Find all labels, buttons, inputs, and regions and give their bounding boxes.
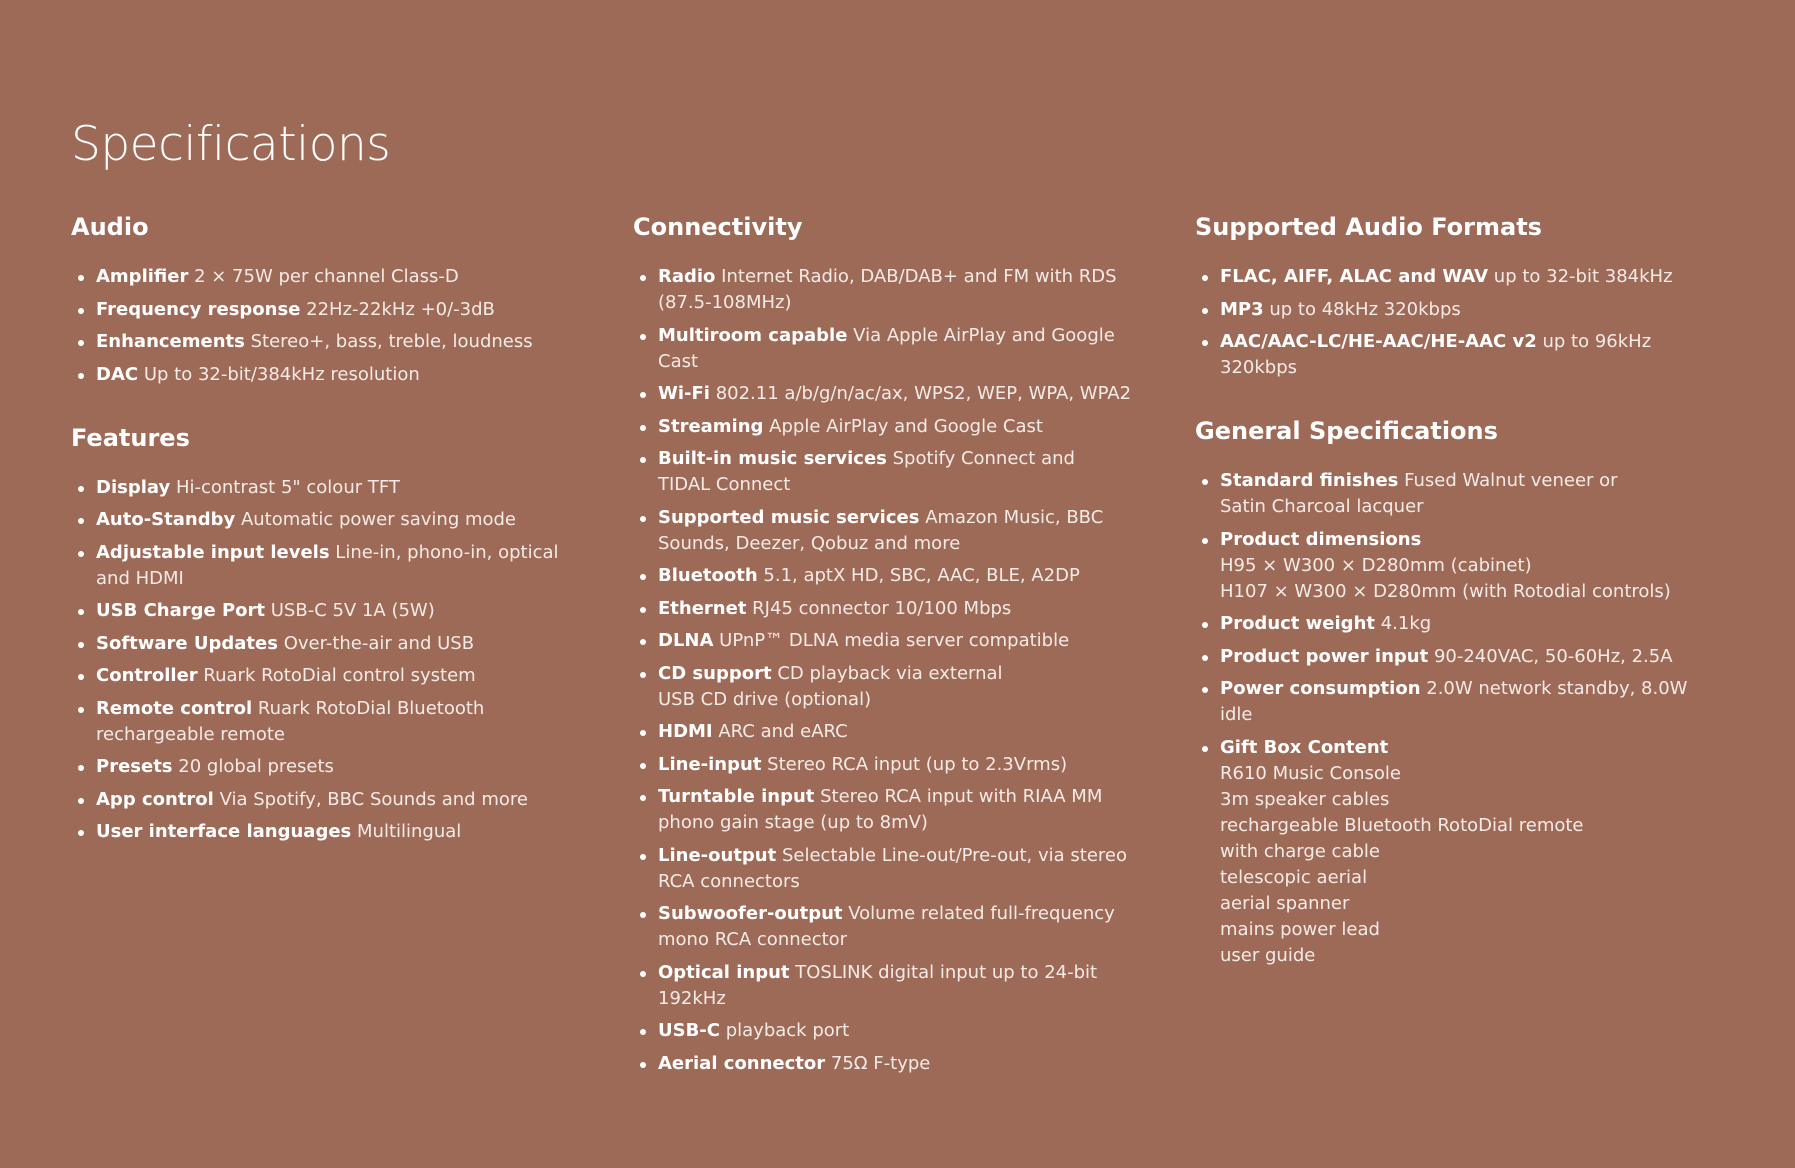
spec-value: Stereo RCA input (up to 2.3Vrms) xyxy=(767,753,1068,775)
spec-label: Amplifier xyxy=(96,266,189,287)
section-title: Supported Audio Formats xyxy=(1195,213,1542,241)
spec-section-supported-audio-formats xyxy=(1195,211,1755,381)
section-title: Connectivity xyxy=(633,213,803,241)
spec-value: Automatic power saving mode xyxy=(240,509,517,530)
spec-value: H95 × W300 × D280mm (cabinet) H107 × W300 × D280mm (with Rotodial controls) xyxy=(1220,554,1671,602)
spec-column-3 xyxy=(1195,211,1755,1083)
spec-item-dac xyxy=(71,362,591,388)
spec-label: Presets xyxy=(96,756,173,777)
spec-value: Apple AirPlay and Google Cast xyxy=(769,415,1043,437)
spec-item-usb-c xyxy=(633,1018,1153,1044)
spec-label: AAC/AAC-LC/HE-AAC/HE-AAC v2 xyxy=(1220,331,1537,352)
spec-value: USB-C 5V 1A (5W) xyxy=(270,600,435,621)
spec-item-controller xyxy=(71,663,591,689)
spec-label: Radio xyxy=(658,266,716,287)
spec-item-user-interface-languages xyxy=(71,819,591,845)
spec-label: Bluetooth xyxy=(658,565,758,586)
spec-section-audio xyxy=(71,211,633,388)
spec-item-aerial-connector xyxy=(633,1051,1153,1077)
spec-item-aac-aac-lc-he-aac-he-aac-v2 xyxy=(1195,329,1715,381)
spec-item-wi-fi xyxy=(633,381,1153,407)
spec-label: Subwoofer-output xyxy=(658,903,843,924)
spec-item-radio xyxy=(633,264,1153,316)
spec-list xyxy=(71,264,633,388)
spec-columns xyxy=(71,211,1751,1083)
spec-value: Multilingual xyxy=(357,821,462,842)
spec-value: 22Hz-22kHz +0/-3dB xyxy=(306,298,495,320)
spec-label: Display xyxy=(96,476,171,498)
spec-label: Optical input xyxy=(658,961,790,983)
spec-label: DAC xyxy=(96,363,139,385)
spec-item-usb-charge-port xyxy=(71,598,591,624)
spec-value: 5.1, aptX HD, SBC, AAC, BLE, A2DP xyxy=(763,565,1080,586)
spec-value: up to 96kHz 320kbps xyxy=(1220,331,1652,378)
spec-label: CD support xyxy=(658,662,772,684)
spec-label: Enhancements xyxy=(96,331,245,352)
page-title: Specifications xyxy=(71,117,391,172)
spec-value: playback port xyxy=(725,1020,850,1041)
spec-item-hdmi xyxy=(633,719,1153,745)
spec-item-gift-box-content xyxy=(1195,735,1715,969)
spec-label: USB Charge Port xyxy=(96,600,266,621)
spec-item-bluetooth xyxy=(633,563,1153,589)
spec-item-line-output xyxy=(633,843,1153,895)
spec-label: Auto-Standby xyxy=(96,509,236,530)
spec-label: FLAC, AIFF, ALAC and WAV xyxy=(1220,266,1489,287)
spec-value: ARC and eARC xyxy=(718,721,848,742)
spec-label: USB-C xyxy=(658,1020,720,1041)
spec-label: HDMI xyxy=(658,721,713,742)
spec-item-adjustable-input-levels xyxy=(71,540,591,592)
spec-value: Ruark RotoDial Bluetooth rechargeable remote xyxy=(96,697,485,745)
spec-item-power-consumption xyxy=(1195,676,1715,728)
spec-item-multiroom-capable xyxy=(633,323,1153,375)
spec-list xyxy=(1195,264,1755,381)
spec-item-product-power-input xyxy=(1195,644,1715,670)
spec-item-standard-finishes xyxy=(1195,468,1715,520)
spec-value: 2.0W network standby, 8.0W idle xyxy=(1220,678,1688,725)
spec-item-enhancements xyxy=(71,329,591,355)
spec-label: Line-output xyxy=(658,844,777,866)
spec-label: Remote control xyxy=(96,697,253,719)
section-title: Audio xyxy=(71,213,149,241)
specifications-page xyxy=(71,112,1751,1083)
spec-value: Amazon Music, BBC Sounds, Deezer, Qobuz and more xyxy=(658,506,1104,554)
spec-label: Standard finishes xyxy=(1220,470,1399,491)
spec-column-1 xyxy=(71,211,633,1083)
spec-item-mp3 xyxy=(1195,297,1715,323)
spec-list xyxy=(633,264,1195,1077)
spec-label: Controller xyxy=(96,665,198,686)
spec-label: Adjustable input levels xyxy=(96,541,330,563)
spec-item-auto-standby xyxy=(71,507,591,533)
spec-value: 75Ω F-type xyxy=(830,1052,931,1074)
spec-item-built-in-music-services xyxy=(633,446,1153,498)
spec-item-display xyxy=(71,475,591,501)
spec-value: Via Spotify, BBC Sounds and more xyxy=(219,788,528,810)
spec-value: Internet Radio, DAB/DAB+ and FM with RDS (87.5-108MHz) xyxy=(658,266,1117,313)
spec-item-line-input xyxy=(633,752,1153,778)
spec-value: Line-in, phono-in, optical and HDMI xyxy=(96,541,559,589)
spec-item-product-dimensions xyxy=(1195,527,1715,605)
spec-item-turntable-input xyxy=(633,784,1153,836)
spec-list xyxy=(1195,468,1755,969)
spec-value: Fused Walnut veneer or Satin Charcoal lacquer xyxy=(1220,470,1618,517)
spec-value: up to 32-bit 384kHz xyxy=(1493,266,1673,287)
spec-value: Hi-contrast 5" colour TFT xyxy=(175,476,400,498)
spec-value: RJ45 connector 10/100 Mbps xyxy=(752,597,1012,619)
spec-value: 802.11 a/b/g/n/ac/ax, WPS2, WEP, WPA, WPA2 xyxy=(715,383,1132,404)
spec-label: User interface languages xyxy=(96,821,352,842)
spec-label: Product weight xyxy=(1220,613,1375,634)
spec-label: Gift Box Content xyxy=(1220,736,1389,758)
spec-label: Ethernet xyxy=(658,597,747,619)
spec-label: Frequency response xyxy=(96,298,301,320)
spec-value: 20 global presets xyxy=(178,756,334,777)
spec-section-connectivity xyxy=(633,211,1195,1077)
spec-list xyxy=(71,475,633,846)
spec-value: 2 × 75W per channel Class-D xyxy=(194,266,459,287)
spec-label: MP3 xyxy=(1220,298,1264,320)
spec-label: Multiroom capable xyxy=(658,324,848,346)
spec-label: Aerial connector xyxy=(658,1052,826,1074)
spec-item-optical-input xyxy=(633,960,1153,1012)
spec-item-streaming xyxy=(633,414,1153,440)
spec-label: Wi-Fi xyxy=(658,383,710,404)
spec-item-remote-control xyxy=(71,696,591,748)
spec-label: Power consumption xyxy=(1220,678,1421,699)
spec-value: Volume related full-frequency mono RCA connector xyxy=(658,903,1115,950)
section-title: Features xyxy=(71,423,190,452)
spec-value: CD playback via external USB CD drive (optional) xyxy=(658,662,1003,710)
spec-label: Streaming xyxy=(658,415,764,437)
spec-value: UPnP™ DLNA media server compatible xyxy=(719,630,1070,651)
spec-value: Via Apple AirPlay and Google Cast xyxy=(658,324,1115,372)
spec-value: Stereo RCA input with RIAA MM phono gain stage (up to 8mV) xyxy=(658,786,1103,833)
section-title: General Specifications xyxy=(1195,417,1498,445)
spec-value: 4.1kg xyxy=(1380,613,1432,634)
spec-item-cd-support xyxy=(633,661,1153,713)
spec-value: Selectable Line-out/Pre-out, via stereo RCA connectors xyxy=(658,844,1128,892)
spec-item-supported-music-services xyxy=(633,505,1153,557)
spec-value: Stereo+, bass, treble, loudness xyxy=(250,331,533,352)
spec-label: Product power input xyxy=(1220,645,1429,667)
spec-section-features xyxy=(71,422,633,846)
spec-label: Built-in music services xyxy=(658,448,887,469)
spec-item-product-weight xyxy=(1195,611,1715,637)
spec-value: Over-the-air and USB xyxy=(283,632,475,654)
spec-label: Line-input xyxy=(658,753,762,775)
spec-section-general-specifications xyxy=(1195,415,1755,969)
spec-value: Spotify Connect and TIDAL Connect xyxy=(658,448,1075,495)
spec-item-app-control xyxy=(71,787,591,813)
spec-value: Ruark RotoDial control system xyxy=(203,665,476,686)
spec-value: 90-240VAC, 50-60Hz, 2.5A xyxy=(1433,645,1673,667)
spec-item-software-updates xyxy=(71,631,591,657)
spec-item-frequency-response xyxy=(71,297,591,323)
spec-value: TOSLINK digital input up to 24-bit 192kHz xyxy=(658,961,1098,1009)
spec-column-2 xyxy=(633,211,1195,1083)
spec-label: Supported music services xyxy=(658,506,920,528)
spec-item-presets xyxy=(71,754,591,780)
spec-label: Software Updates xyxy=(96,632,278,654)
spec-label: DLNA xyxy=(658,630,714,651)
spec-value: up to 48kHz 320kbps xyxy=(1269,298,1461,320)
spec-label: Product dimensions xyxy=(1220,528,1422,550)
spec-label: App control xyxy=(96,788,214,810)
spec-value: Up to 32-bit/384kHz resolution xyxy=(143,363,420,385)
spec-item-flac-aiff-alac-and-wav xyxy=(1195,264,1715,290)
spec-item-amplifier xyxy=(71,264,591,290)
spec-item-ethernet xyxy=(633,596,1153,622)
spec-label: Turntable input xyxy=(658,786,815,807)
spec-item-dlna xyxy=(633,628,1153,654)
spec-value: R610 Music Console 3m speaker cables rechargeable Bluetooth RotoDial remote with charge cable telescopic aerial aerial spanner mains power lead user guide xyxy=(1220,762,1584,966)
spec-item-subwoofer-output xyxy=(633,901,1153,953)
